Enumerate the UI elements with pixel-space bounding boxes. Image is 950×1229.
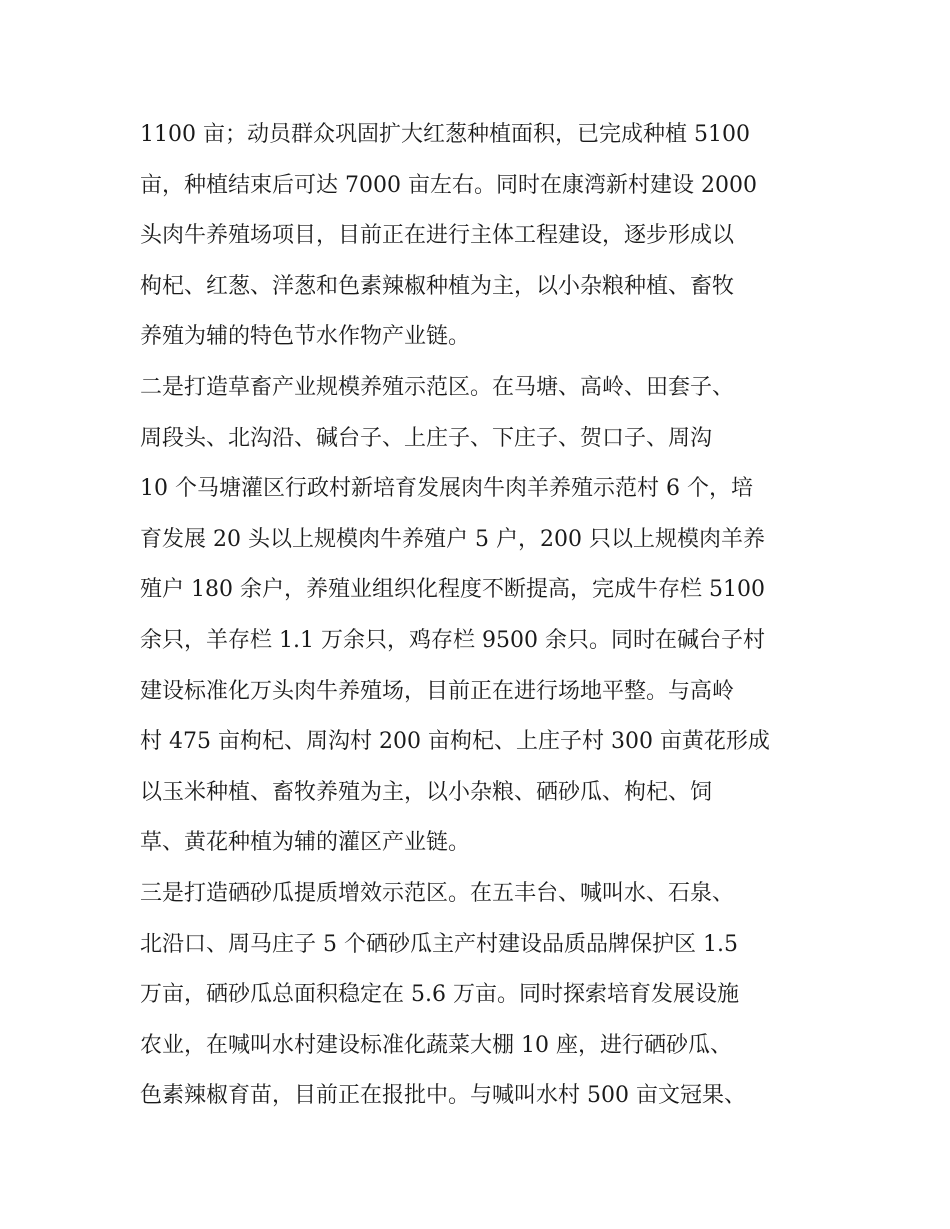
text-line: 1100 亩；动员群众巩固扩大红葱种植面积，已完成种植 5100: [140, 122, 750, 147]
text-line: 10 个马塘灌区行政村新培育发展肉牛肉羊养殖示范村 6 个，培: [140, 476, 753, 502]
text-line: 育发展 20 头以上规模肉牛养殖户 5 户，200 只以上规模肉羊养: [140, 526, 765, 552]
text-line: 二是打造草畜产业规模养殖示范区。在马塘、高岭、田套子、: [140, 374, 735, 400]
text-line: 北沿口、周马庄子 5 个硒砂瓜主产村建设品质品牌保护区 1.5: [140, 931, 738, 957]
text-line: 万亩，硒砂瓜总面积稳定在 5.6 万亩。同时探索培育发展设施: [140, 982, 739, 1008]
text-line: 枸杞、红葱、洋葱和色素辣椒种植为主，以小杂粮种植、畜牧: [140, 273, 735, 299]
text-line: 村 475 亩枸杞、周沟村 200 亩枸杞、上庄子村 300 亩黄花形成: [140, 729, 770, 755]
text-line: 草、黄花种植为辅的灌区产业链。: [140, 830, 471, 856]
text-line: 农业，在喊叫水村建设标准化蔬菜大棚 10 座，进行硒砂瓜、: [140, 1032, 732, 1058]
text-line: 余只，羊存栏 1.1 万余只，鸡存栏 9500 余只。同时在碱台子村: [140, 627, 765, 653]
text-line: 三是打造硒砂瓜提质增效示范区。在五丰台、喊叫水、石泉、: [140, 880, 735, 906]
text-line: 以玉米种植、畜牧养殖为主，以小杂粮、硒砂瓜、枸杞、饲: [140, 779, 713, 805]
body-text: [140, 110, 820, 1122]
text-line: 头肉牛养殖场项目，目前正在进行主体工程建设，逐步形成以: [140, 223, 735, 249]
text-line: 养殖为辅的特色节水作物产业链。: [140, 324, 471, 350]
text-line: 周段头、北沟沿、碱台子、上庄子、下庄子、贺口子、周沟: [140, 425, 713, 451]
text-line: 建设标准化万头肉牛养殖场，目前正在进行场地平整。与高岭: [140, 678, 735, 704]
text-line: 殖户 180 余户，养殖业组织化程度不断提高，完成牛存栏 5100: [140, 577, 765, 603]
text-line: 亩，种植结束后可达 7000 亩左右。同时在康湾新村建设 2000: [140, 172, 757, 198]
text-line: 色素辣椒育苗，目前正在报批中。与喊叫水村 500 亩文冠果、: [140, 1083, 746, 1109]
